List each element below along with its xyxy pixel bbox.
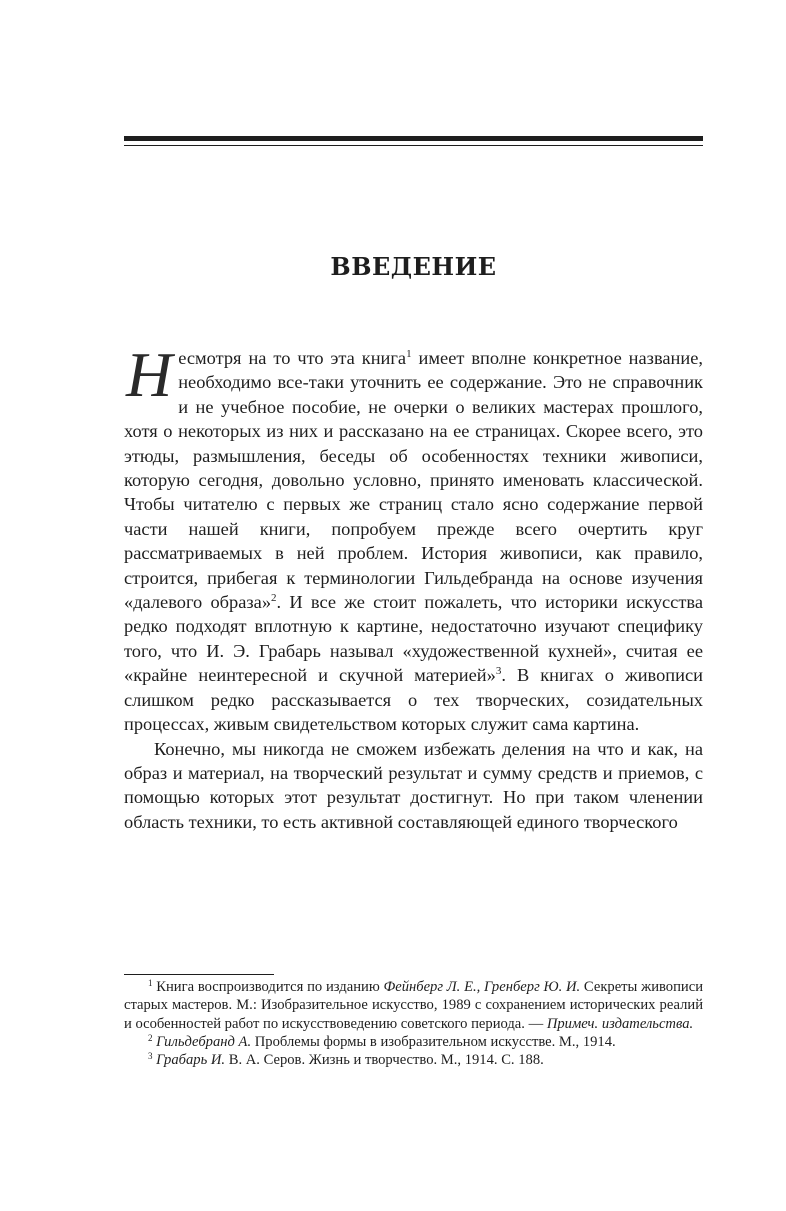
paragraph-1-part-2: имеет вполне конкретное название, необходимо все-таки уточнить ее содержание. Это не справочник и не учебное пособие, не очерки о великих мастерах прошлого, хотя о некоторых из них и рассказано на ее страницах. Скорее всего, это этюды, размышления, беседы об особенностях техники живописи, которую сегодня, довольно условно, принято именовать классической. Чтобы читателю с первых же страниц стало ясно содержание первой части нашей книги, попробуем прежде всего очертить круг рассматриваемых в ней проблем. История живописи, как правило, строится, прибегая к терминологии Гильдебранда на основе изучения «далевого образа» (124, 348, 703, 613)
main-text (124, 339, 703, 834)
paragraph-1-part-1: есмотря на то что эта книга (178, 348, 407, 368)
footnote-text: В. А. Серов. Жизнь и творчество. М., 1914. С. 188. (225, 1052, 544, 1069)
footnote-author: Фейнберг Л. Е., Гренберг Ю. И. (383, 979, 581, 995)
footnote-pre: Книга воспроизводится по изданию (152, 979, 384, 995)
footnote-note: Примеч. издательства. (546, 1015, 694, 1032)
footnote-author: Гильдебранд А. (156, 1033, 252, 1050)
paragraph-2: Конечно, мы никогда не сможем избежать деления на что и как, на образ и материал, на творческий результат и сумму средств и приемов, с помощью которых этот результат достигнут. Но при таком членении область техники, то есть активной составляющей единого творческого (124, 738, 703, 832)
footnote-ref-2[interactable]: 2 (271, 592, 277, 605)
paragraph-1-part-4: . В книгах о живописи слишком редко рассказывается о тех творческих, созидательных процессах, живым свидетельством которых служит сама картина. (124, 665, 703, 735)
footnotes (124, 978, 703, 1069)
drop-cap: Н (126, 339, 173, 410)
footnote-3 (124, 1051, 703, 1069)
footnote-ref-3[interactable]: 3 (495, 665, 502, 678)
footnote-number: 3 (148, 1051, 153, 1062)
footnote-text: Секреты живописи старых мастеров. М.: Изобразительное искусство, 1989 с сохранением исторических реалий и особенностей работ по искусствоведению советского периода. — (124, 979, 703, 1032)
paragraph-1-part-3: . И все же стоит пожалеть, что историки искусства редко подходят вплотную к картине, недостаточно изучают специфику того, что И. Э. Грабарь называл «художественной кухней», считая ее «крайне неинтересной и скучной материей» (124, 592, 703, 686)
header-rule-thin (124, 145, 703, 146)
footnote-2 (124, 1033, 703, 1051)
footnote-number: 2 (148, 1032, 153, 1043)
header-rule-thick (124, 136, 703, 141)
footnote-text: Проблемы формы в изобразительном искусстве. М., 1914. (251, 1033, 616, 1050)
footnote-ref-1[interactable]: 1 (406, 348, 412, 360)
chapter-title: ВВЕДЕНИЕ (330, 252, 497, 281)
footnote-author: Грабарь И. (156, 1052, 226, 1069)
footnote-1 (124, 978, 703, 1033)
paragraph-1 (124, 339, 703, 737)
footnote-separator (124, 974, 274, 975)
footnote-number: 1 (148, 978, 153, 988)
